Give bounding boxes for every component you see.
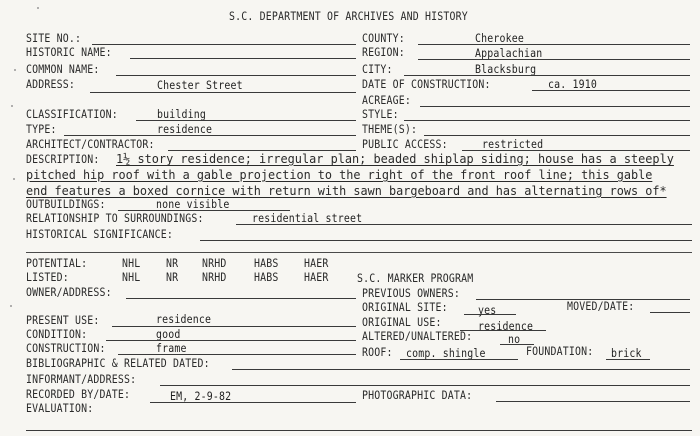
marker-program-label: S.C. MARKER PROGRAM (357, 271, 474, 285)
public-access-value: restricted (482, 137, 544, 151)
region-value: Appalachian (475, 46, 543, 60)
relationship-label: RELATIONSHIP TO SURROUNDINGS: (26, 211, 204, 225)
evaluation-line (26, 430, 692, 431)
foundation-label: FOUNDATION: (526, 344, 594, 358)
section-divider (26, 252, 692, 253)
type-line (64, 135, 356, 136)
county-label: COUNTY: (362, 31, 405, 45)
condition-line (106, 340, 356, 341)
city-label: CITY: (362, 62, 393, 76)
architect-label: ARCHITECT/CONTRACTOR: (26, 137, 155, 151)
informant-line (160, 385, 690, 386)
classification-label: CLASSIFICATION: (26, 107, 118, 121)
address-value: Chester Street (157, 78, 243, 92)
potential-nhl: NHL (122, 256, 141, 270)
description-line-2: pitched hip roof with a gable projection to the right of the front roof line; this gable (26, 168, 653, 182)
owner-address-label: OWNER/ADDRESS: (26, 285, 112, 299)
site-no-line (92, 44, 356, 45)
roof-label: ROOF: (362, 345, 393, 359)
description-label: DESCRIPTION: (26, 152, 100, 166)
region-label: REGION: (362, 45, 405, 59)
common-name-line (116, 75, 356, 76)
potential-nrhd: NRHD (202, 256, 227, 270)
present-use-label: PRESENT USE: (26, 313, 100, 327)
recorded-label: RECORDED BY/DATE: (26, 387, 131, 401)
recorded-line (150, 402, 356, 403)
original-site-label: ORIGINAL SITE: (362, 300, 448, 314)
construction-line (118, 354, 356, 355)
acreage-label: ACREAGE: (362, 93, 412, 107)
previous-owners-label: PREVIOUS OWNERS: (362, 286, 461, 300)
date-construction-value: ca. 1910 (548, 77, 598, 91)
roof-line (400, 359, 518, 360)
altered-value: no (508, 332, 521, 346)
style-label: STYLE: (362, 107, 399, 121)
description-line-1: 1½ story residence; irregular plan; beaded shiplap siding; house has a steeply (116, 152, 674, 166)
condition-label: CONDITION: (26, 327, 88, 341)
city-value: Blacksburg (475, 62, 537, 76)
bibliographic-label: BIBLIOGRAPHIC & RELATED DATED: (26, 356, 210, 370)
scan-speck (13, 178, 15, 180)
construction-value: frame (156, 341, 187, 355)
site-no-label: SITE NO.: (26, 31, 82, 45)
scan-speck (37, 7, 39, 9)
foundation-value: brick (611, 346, 642, 360)
condition-value: good (156, 327, 181, 341)
scan-speck (11, 105, 13, 107)
public-access-line (462, 150, 690, 151)
address-label: ADDRESS: (26, 77, 76, 91)
classification-line (136, 120, 356, 121)
style-line (404, 120, 690, 121)
historic-name-label: HISTORIC NAME: (26, 45, 112, 59)
historic-name-line (130, 58, 356, 59)
architect-line (168, 150, 356, 151)
potential-nr: NR (166, 256, 179, 270)
photographic-label: PHOTOGRAPHIC DATA: (362, 388, 473, 402)
altered-label: ALTERED/UNALTERED: (362, 329, 473, 343)
type-value: residence (157, 122, 213, 136)
foundation-line (606, 359, 650, 360)
themes-line (424, 135, 690, 136)
original-use-value: residence (478, 319, 534, 333)
recorded-value: EM, 2-9-82 (170, 389, 232, 403)
listed-nhl: NHL (122, 270, 141, 284)
outbuildings-label: OUTBUILDINGS: (26, 197, 106, 211)
scan-speck (14, 69, 16, 71)
relationship-line (236, 224, 692, 225)
listed-habs: HABS (254, 270, 279, 284)
classification-value: building (157, 107, 207, 121)
listed-nr: NR (166, 270, 179, 284)
original-use-label: ORIGINAL USE: (362, 315, 442, 329)
acreage-line (420, 106, 690, 107)
city-line (404, 75, 690, 76)
type-label: TYPE: (26, 122, 57, 136)
present-use-value: residence (156, 312, 212, 326)
original-site-value: yes (478, 303, 497, 317)
moved-date-label: MOVED/DATE: (567, 299, 635, 313)
present-use-line (112, 326, 356, 327)
photographic-line (496, 401, 690, 402)
original-site-line (464, 314, 516, 315)
significance-line (200, 240, 692, 241)
public-access-label: PUBLIC ACCESS: (362, 137, 448, 151)
evaluation-label: EVALUATION: (26, 401, 94, 415)
county-line (418, 44, 690, 45)
owner-address-line (126, 298, 356, 299)
potential-habs: HABS (254, 256, 279, 270)
significance-label: HISTORICAL SIGNIFICANCE: (26, 227, 174, 241)
potential-label: POTENTIAL: (26, 256, 88, 270)
listed-haer: HAER (304, 270, 329, 284)
original-use-line (460, 330, 546, 331)
region-line (418, 59, 690, 60)
address-line (90, 92, 356, 93)
informant-label: INFORMANT/ADDRESS: (26, 372, 137, 386)
outbuildings-value: none visible (156, 197, 230, 211)
moved-date-line (650, 312, 690, 313)
relationship-value: residential street (252, 211, 363, 225)
themes-label: THEME(S): (362, 122, 418, 136)
date-construction-line (532, 90, 690, 91)
scan-speck (10, 305, 12, 307)
listed-label: LISTED: (26, 270, 69, 284)
listed-nrhd: NRHD (202, 270, 227, 284)
form-title: S.C. DEPARTMENT OF ARCHIVES AND HISTORY (229, 9, 468, 23)
county-value: Cherokee (475, 31, 525, 45)
construction-label: CONSTRUCTION: (26, 341, 106, 355)
potential-haer: HAER (304, 256, 329, 270)
common-name-label: COMMON NAME: (26, 62, 100, 76)
description-line-3: end features a boxed cornice with return with sawn bargeboard and has alternating rows of* (26, 184, 667, 198)
date-construction-label: DATE OF CONSTRUCTION: (362, 77, 491, 91)
roof-value: comp. shingle (406, 346, 486, 360)
bibliographic-line (232, 369, 690, 370)
